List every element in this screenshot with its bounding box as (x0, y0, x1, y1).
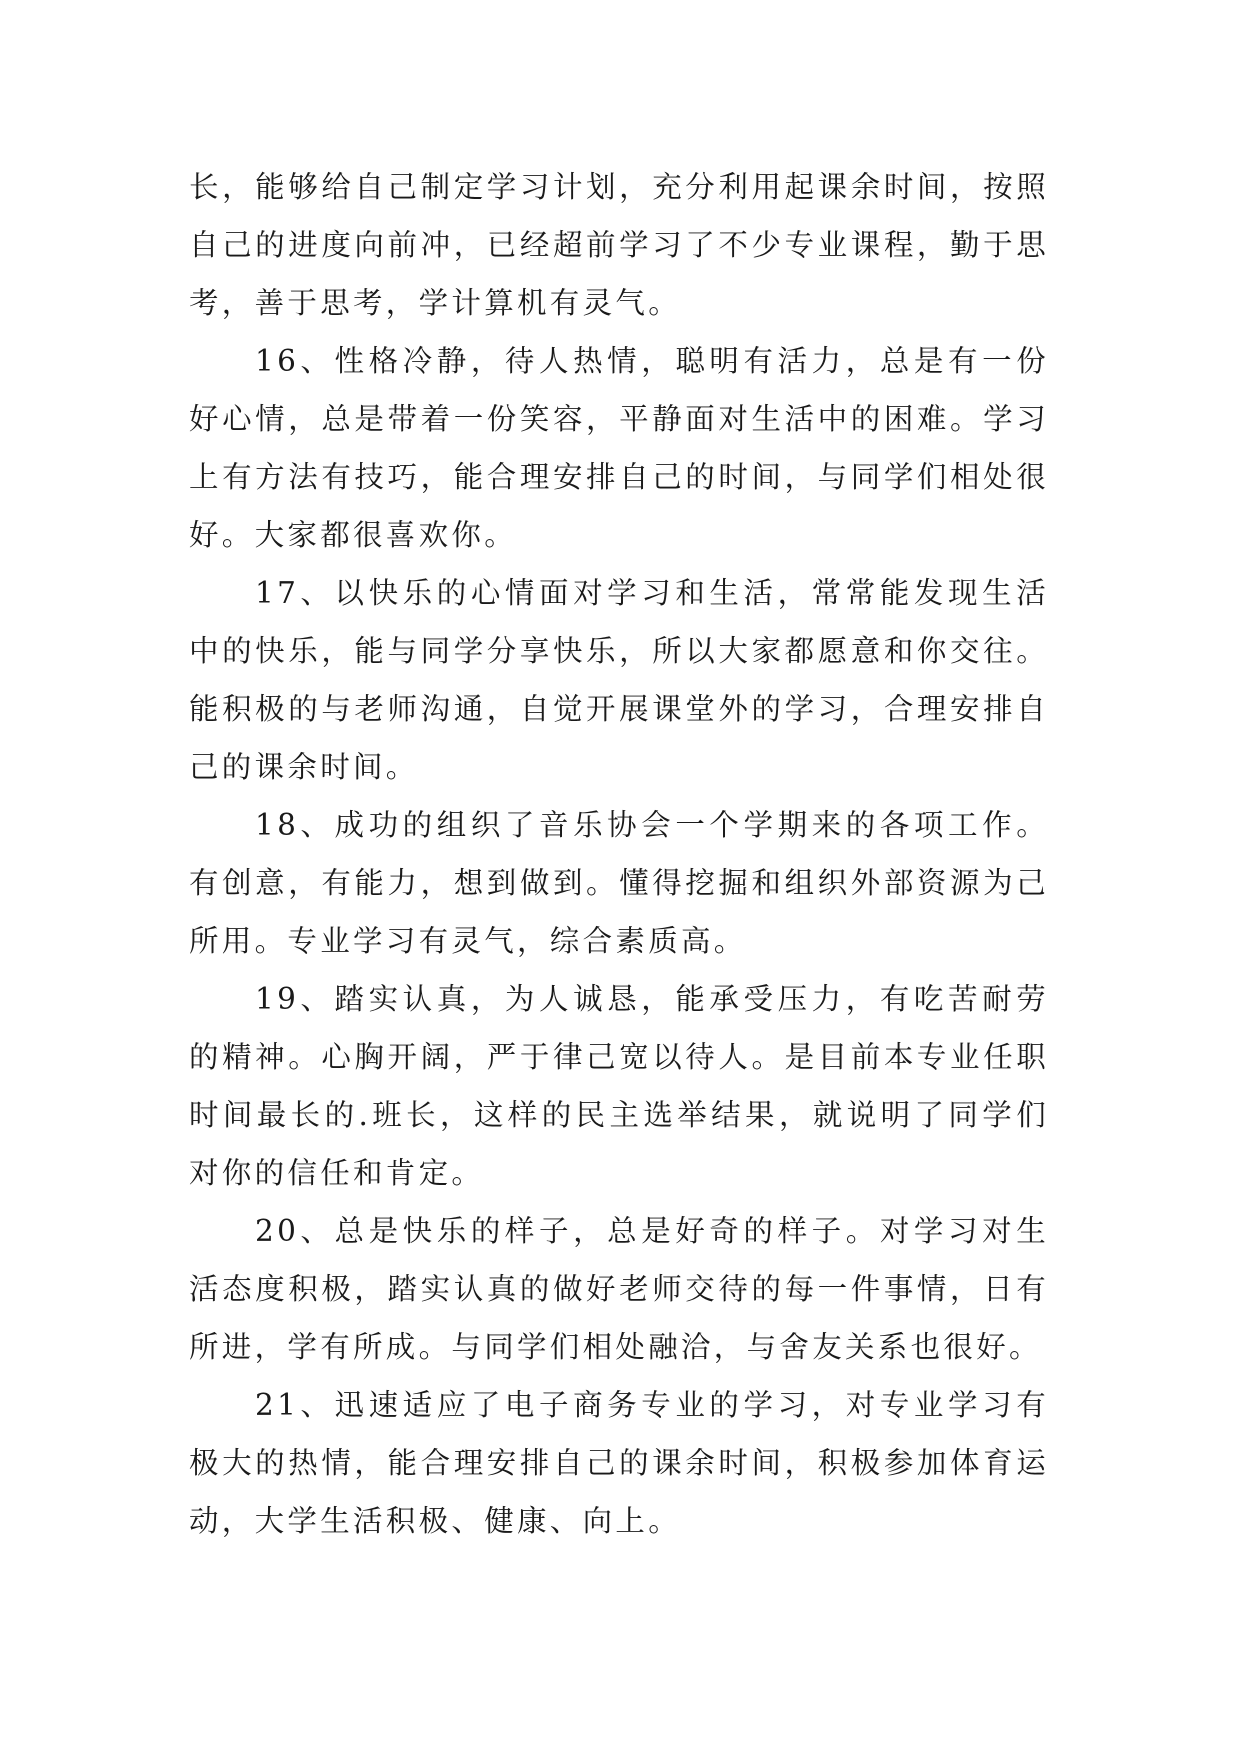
paragraph-20: 20、总是快乐的样子，总是好奇的样子。对学习对生活态度积极，踏实认真的做好老师交待的每一件事情，日有所进，学有所成。与同学们相处融洽，与舍友关系也很好。 (189, 1214, 1049, 1364)
paragraph-18: 18、成功的组织了音乐协会一个学期来的各项工作。有创意，有能力，想到做到。懂得挖掘和组织外部资源为己所用。专业学习有灵气，综合素质高。 (189, 808, 1049, 958)
paragraph-16: 16、性格冷静，待人热情，聪明有活力，总是有一份好心情，总是带着一份笑容，平静面对生活中的困难。学习上有方法有技巧，能合理安排自己的时间，与同学们相处很好。大家都很喜欢你。 (189, 344, 1049, 552)
paragraph-continued: 长，能够给自己制定学习计划，充分利用起课余时间，按照自己的进度向前冲，已经超前学习了不少专业课程，勤于思考，善于思考，学计算机有灵气。 (189, 170, 1049, 320)
paragraph-21: 21、迅速适应了电子商务专业的学习，对专业学习有极大的热情，能合理安排自己的课余时间，积极参加体育运动，大学生活积极、健康、向上。 (189, 1388, 1049, 1538)
paragraph-17: 17、以快乐的心情面对学习和生活，常常能发现生活中的快乐，能与同学分享快乐，所以大家都愿意和你交往。能积极的与老师沟通，自觉开展课堂外的学习，合理安排自己的课余时间。 (189, 576, 1049, 784)
document-body (189, 158, 1049, 1550)
paragraph-19: 19、踏实认真，为人诚恳，能承受压力，有吃苦耐劳的精神。心胸开阔，严于律己宽以待人。是目前本专业任职时间最长的.班长，这样的民主选举结果，就说明了同学们对你的信任和肯定。 (189, 982, 1049, 1190)
